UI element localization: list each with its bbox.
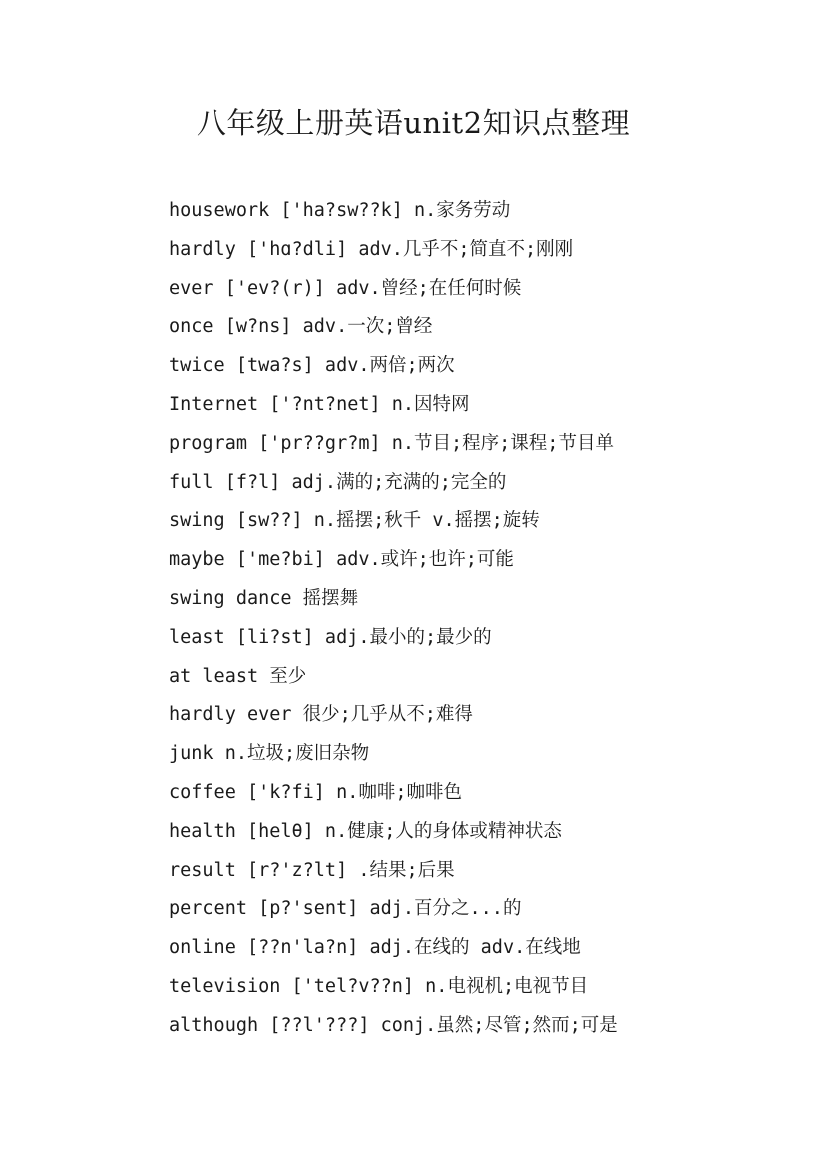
- vocab-entry-hardly: hardly ['hɑ?dli] adv.几乎不;简直不;刚刚: [169, 238, 574, 260]
- vocab-entry-percent: percent [p?'sent] adj.百分之...的: [169, 898, 522, 920]
- vocab-entry-swing: swing [sw??] n.摇摆;秋千 v.摇摆;旋转: [169, 510, 540, 532]
- vocab-entry-housework: housework ['ha?sw??k] n.家务劳动: [169, 200, 511, 221]
- vocab-entry-television: television ['tel?v??n] n.电视机;电视节目: [169, 975, 589, 997]
- vocabulary-list: [169, 192, 769, 1046]
- vocab-entry-junk: junk n.垃圾;废旧杂物: [169, 743, 370, 765]
- vocab-entry-maybe: maybe ['me?bi] adv.或许;也许;可能: [169, 549, 514, 571]
- vocab-entry-online: online [??n'la?n] adj.在线的 adv.在线地: [169, 937, 581, 959]
- vocab-entry-ever: ever ['ev?(r)] adv.曾经;在任何时候: [169, 277, 522, 299]
- vocab-entry-least: least [li?st] adj.最小的;最少的: [169, 626, 492, 648]
- vocab-entry-although: although [??l'???] conj.虽然;尽管;然而;可是: [169, 1014, 618, 1036]
- vocab-entry-coffee: coffee ['k?fi] n.咖啡;咖啡色: [169, 781, 462, 803]
- vocab-entry-at-least: at least 至少: [169, 665, 307, 687]
- vocab-entry-full: full [f?l] adj.满的;充满的;完全的: [169, 471, 507, 493]
- vocab-entry-result: result [r?'z?lt] .结果;后果: [169, 859, 455, 881]
- vocab-entry-program: program ['pr??gr?m] n.节目;程序;课程;节目单: [169, 432, 614, 454]
- vocab-entry-once: once [w?ns] adv.一次;曾经: [169, 316, 433, 338]
- page-title: 八年级上册英语unit2知识点整理: [196, 106, 631, 140]
- vocab-entry-swing-dance: swing dance 摇摆舞: [169, 587, 359, 609]
- vocab-entry-hardly-ever: hardly ever 很少;几乎从不;难得: [169, 704, 473, 726]
- vocab-entry-internet: Internet ['?nt?net] n.因特网: [169, 393, 470, 415]
- vocab-entry-twice: twice [twa?s] adv.两倍;两次: [169, 355, 455, 377]
- vocab-entry-health: health [helθ] n.健康;人的身体或精神状态: [169, 820, 562, 842]
